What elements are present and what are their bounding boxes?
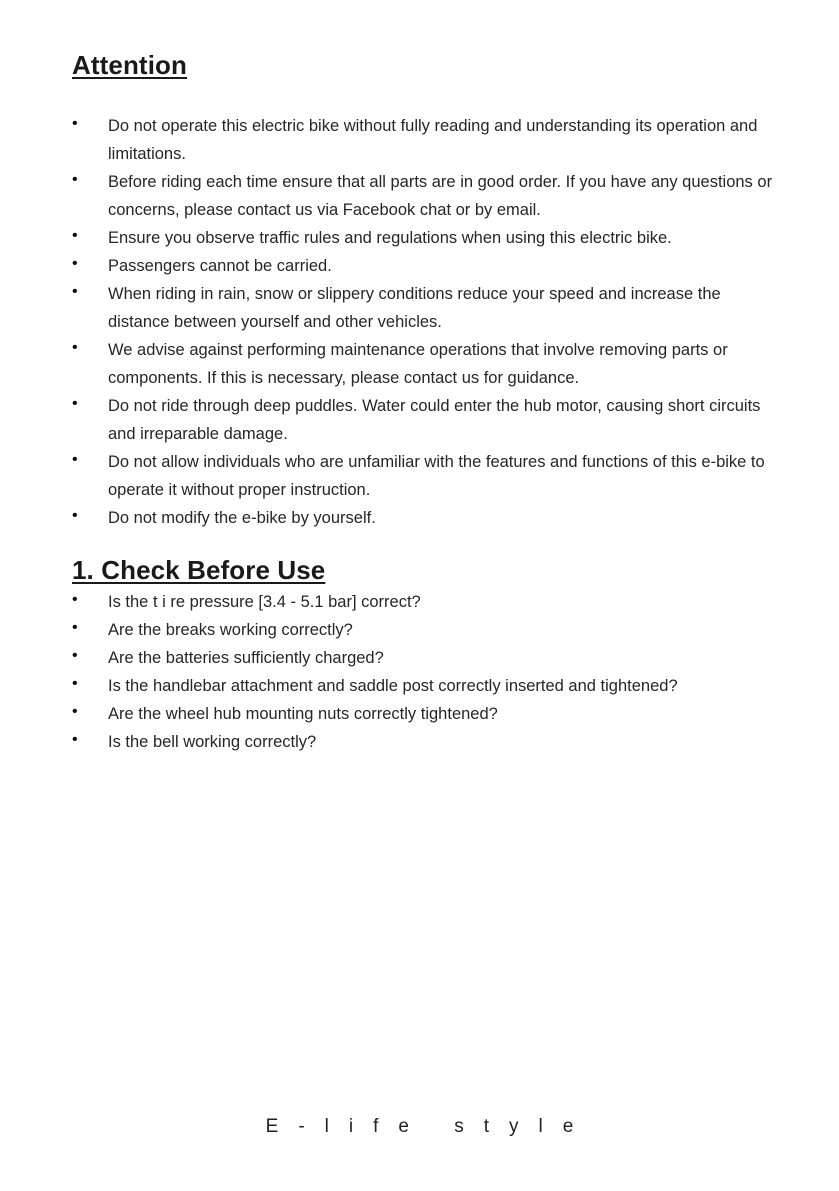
list-item-text: Is the handlebar attachment and saddle post correctly inserted and tightened? (108, 677, 678, 695)
list-item (72, 504, 782, 532)
check-before-use-heading: 1. Check Before Use (72, 555, 326, 585)
list-item (72, 588, 782, 616)
attention-heading: Attention (72, 50, 187, 80)
list-item (72, 616, 782, 644)
bullet-icon: • (72, 731, 78, 748)
list-item (72, 644, 782, 672)
bullet-icon: • (72, 619, 78, 636)
bullet-icon: • (72, 675, 78, 692)
attention-list (72, 112, 782, 532)
bullet-icon: • (72, 115, 78, 132)
bullet-icon: • (72, 339, 78, 356)
list-item (72, 392, 782, 448)
bullet-icon: • (72, 591, 78, 608)
list-item (72, 336, 782, 392)
list-item-text: Before riding each time ensure that all parts are in good order. If you have any questions or concerns, please contact us via Facebook chat or by email. (108, 173, 773, 219)
list-item-text: Are the batteries sufficiently charged? (108, 649, 384, 667)
list-item (72, 224, 782, 252)
list-item-text: Do not modify the e-bike by yourself. (108, 509, 376, 527)
list-item (72, 252, 782, 280)
bullet-icon: • (72, 395, 78, 412)
bullet-icon: • (72, 283, 78, 300)
footer-brand: E-life style (265, 1116, 594, 1137)
list-item (72, 280, 782, 336)
list-item-text: Do not allow individuals who are unfamiliar with the features and functions of this e-bike to operate it without proper instruction. (108, 453, 765, 499)
list-item-text: Are the wheel hub mounting nuts correctly tightened? (108, 705, 498, 723)
list-item (72, 448, 782, 504)
list-item (72, 672, 782, 700)
list-item-text: Do not ride through deep puddles. Water could enter the hub motor, causing short circuits and irreparable damage. (108, 397, 761, 443)
list-item-text: We advise against performing maintenance operations that involve removing parts or components. If this is necessary, please contact us for guidance. (108, 341, 728, 387)
list-item-text: Ensure you observe traffic rules and regulations when using this electric bike. (108, 229, 672, 247)
bullet-icon: • (72, 227, 78, 244)
list-item (72, 700, 782, 728)
list-item-text: Is the t i re pressure [3.4 - 5.1 bar] correct? (108, 593, 421, 611)
list-item-text: Passengers cannot be carried. (108, 257, 332, 275)
bullet-icon: • (72, 703, 78, 720)
bullet-icon: • (72, 451, 78, 468)
bullet-icon: • (72, 647, 78, 664)
bullet-icon: • (72, 507, 78, 524)
check-list (72, 588, 782, 756)
list-item (72, 112, 782, 168)
list-item (72, 168, 782, 224)
list-item-text: Do not operate this electric bike without fully reading and understanding its operation and limitations. (108, 117, 758, 163)
list-item-text: Are the breaks working correctly? (108, 621, 353, 639)
list-item-text: When riding in rain, snow or slippery conditions reduce your speed and increase the distance between yourself and other vehicles. (108, 285, 721, 331)
bullet-icon: • (72, 255, 78, 272)
list-item-text: Is the bell working correctly? (108, 733, 317, 751)
bullet-icon: • (72, 171, 78, 188)
list-item (72, 728, 782, 756)
